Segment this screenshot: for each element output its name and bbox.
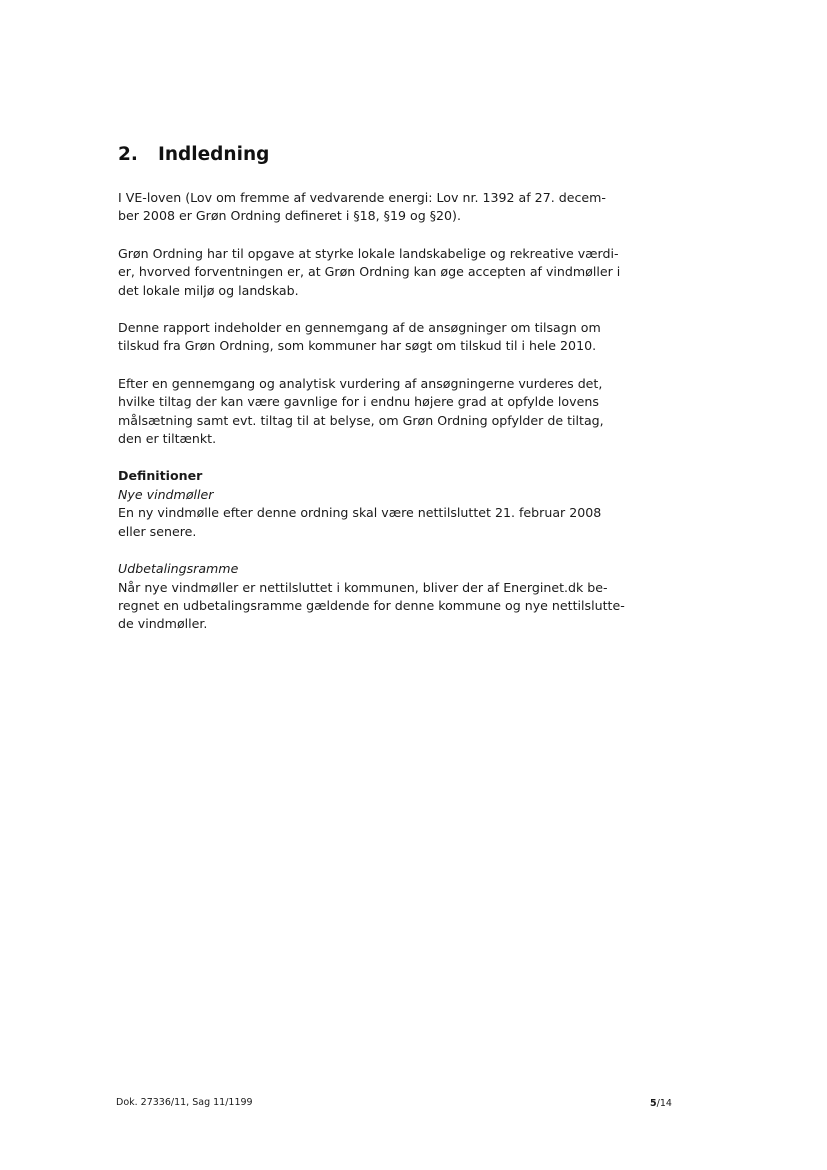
text-line: den er tiltænkt. bbox=[118, 431, 217, 447]
paragraph bbox=[118, 319, 638, 356]
text-line: tilskud fra Grøn Ordning, som kommuner har søgt om tilskud til i hele 2010. bbox=[118, 338, 597, 354]
section-number: 2. bbox=[118, 144, 138, 165]
page-current: 5 bbox=[650, 1098, 657, 1109]
text-line: det lokale miljø og landskab. bbox=[118, 282, 299, 298]
paragraph bbox=[118, 375, 638, 449]
section-heading bbox=[118, 144, 269, 165]
paragraph bbox=[118, 245, 638, 300]
text-line: Denne rapport indeholder en gennemgang af de ansøgninger om tilsagn om bbox=[118, 320, 601, 336]
paragraph bbox=[118, 189, 638, 226]
text-line: I VE-loven (Lov om fremme af vedvarende energi: Lov nr. 1392 af 27. decem- bbox=[118, 190, 606, 205]
footer-document-reference: Dok. 27336/11, Sag 11/1199 bbox=[116, 1097, 253, 1108]
definition-item bbox=[118, 560, 638, 634]
page-total: /14 bbox=[656, 1098, 672, 1109]
text-line: Efter en gennemgang og analytisk vurdering af ansøgningerne vurderes det, bbox=[118, 375, 603, 391]
section-title: Indledning bbox=[158, 144, 270, 165]
section-body bbox=[118, 189, 638, 653]
text-line: eller senere. bbox=[118, 523, 197, 539]
text-line: Når nye vindmøller er nettilsluttet i kommunen, bliver der af Energinet.dk be- bbox=[118, 579, 608, 595]
text-line: hvilke tiltag der kan være gavnlige for i endnu højere grad at opfylde lovens bbox=[118, 394, 599, 410]
definitions-heading: Definitioner bbox=[118, 468, 203, 484]
definition-term: Udbetalingsramme bbox=[118, 561, 239, 577]
definition-item bbox=[118, 486, 638, 541]
text-line: målsætning samt evt. tiltag til at belyse, om Grøn Ordning opfylder de tiltag, bbox=[118, 412, 604, 428]
text-line: Grøn Ordning har til opgave at styrke lokale landskabelige og rekreative værdi- bbox=[118, 245, 619, 261]
text-line: de vindmøller. bbox=[118, 616, 208, 632]
text-line: ber 2008 er Grøn Ordning defineret i §18, §19 og §20). bbox=[118, 208, 461, 224]
text-line: regnet en udbetalingsramme gældende for denne kommune og nye nettilslutte- bbox=[118, 597, 625, 613]
footer-page-number bbox=[650, 1098, 672, 1109]
text-line: er, hvorved forventningen er, at Grøn Ordning kan øge accepten af vindmøller i bbox=[118, 264, 621, 280]
text-line: En ny vindmølle efter denne ordning skal være nettilsluttet 21. februar 2008 bbox=[118, 505, 602, 521]
definition-term: Nye vindmøller bbox=[118, 486, 214, 502]
